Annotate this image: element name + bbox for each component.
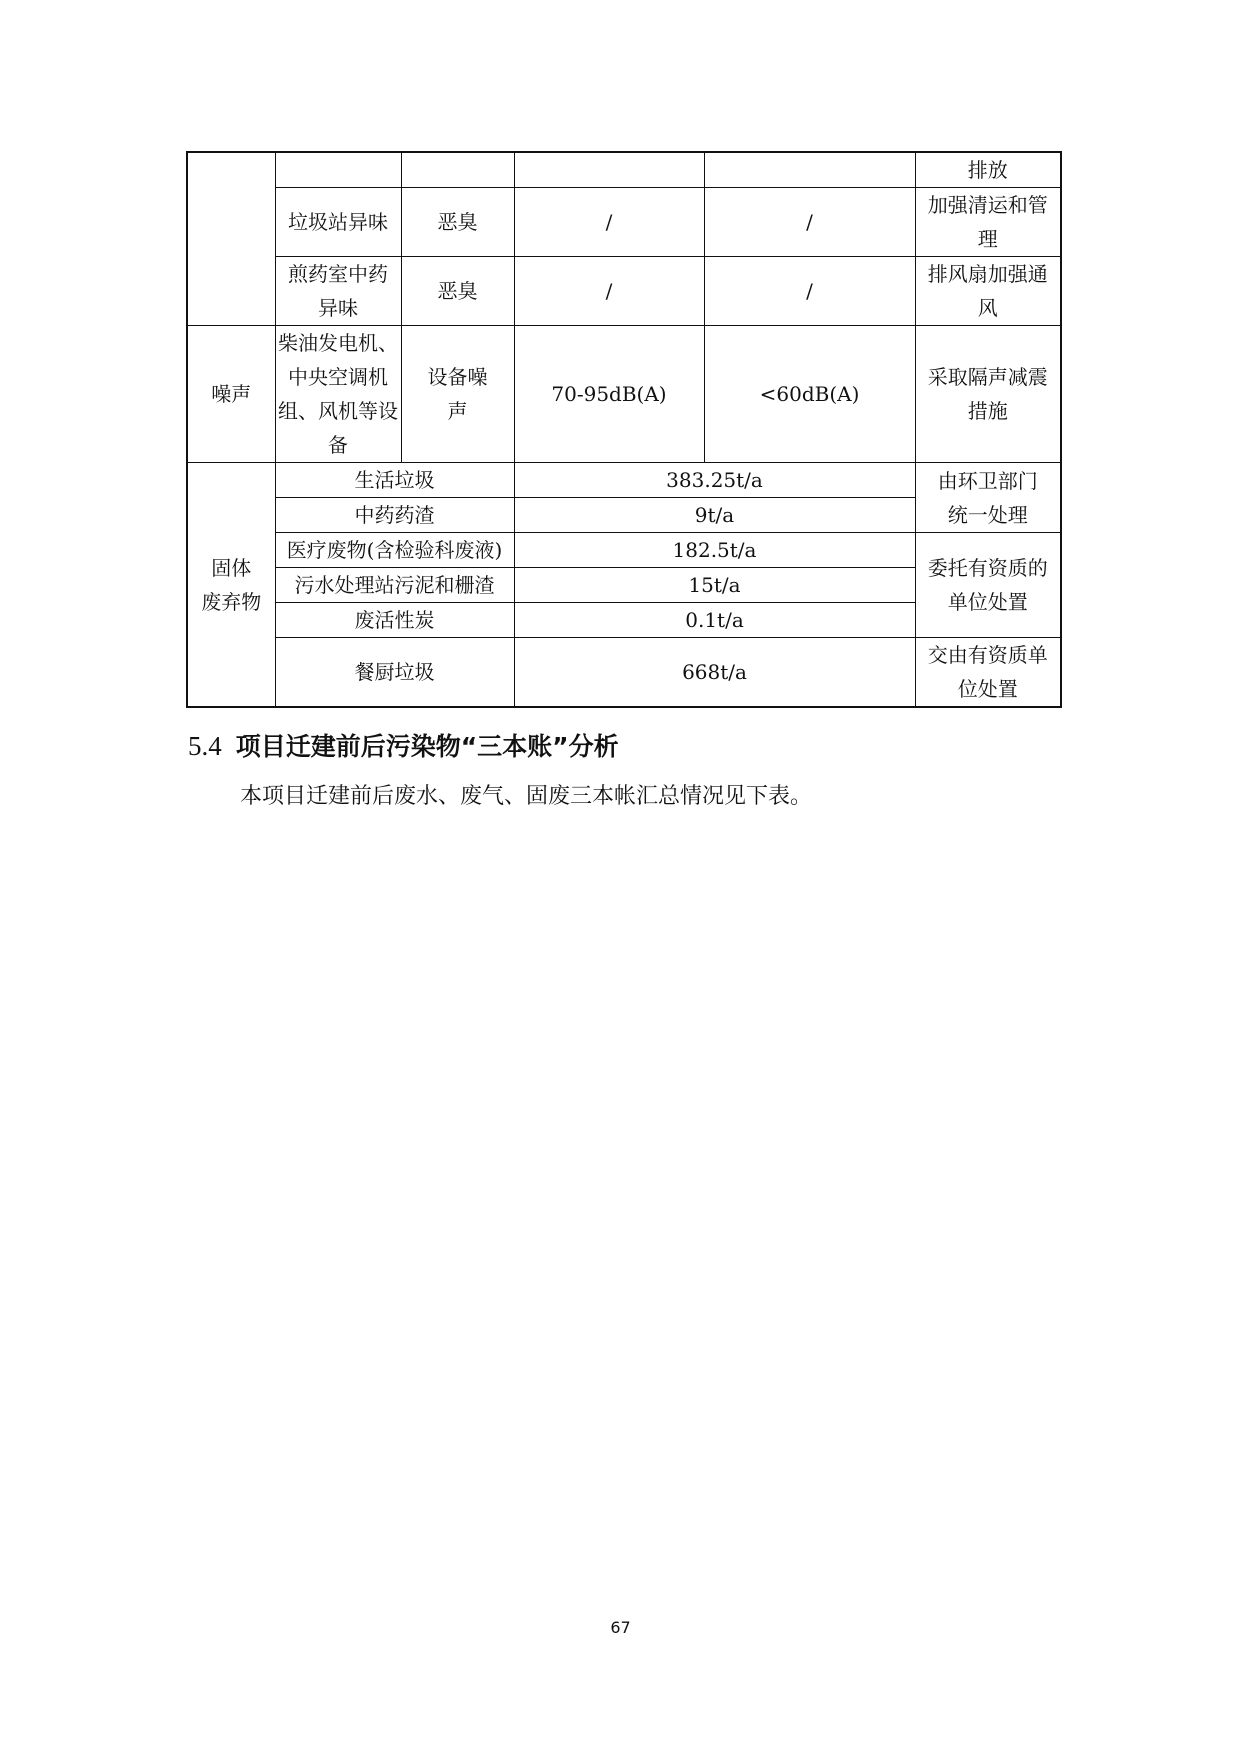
source-line: 异味 <box>318 296 358 320</box>
waste-amount-cell: 668t/a <box>514 638 915 708</box>
table-row <box>187 326 1061 463</box>
section-number: 5.4 <box>188 731 222 761</box>
measure-cell <box>915 257 1061 326</box>
waste-name-cell: 医疗废物(含检验科废液) <box>275 533 514 568</box>
measure-line: 统一处理 <box>947 502 1028 527</box>
before-cell: 70-95dB(A) <box>514 326 704 463</box>
measure-cell <box>915 326 1061 463</box>
waste-amount-cell: 182.5t/a <box>514 533 915 568</box>
source-line: 中央空调机 <box>288 365 388 389</box>
measure-line: 由环卫部门 <box>937 468 1038 493</box>
source-cell <box>275 257 401 326</box>
waste-amount-cell: 15t/a <box>514 568 915 603</box>
table-row <box>187 257 1061 326</box>
source-line: 备 <box>328 433 348 457</box>
before-cell: / <box>514 188 704 257</box>
category-line: 废弃物 <box>201 589 262 614</box>
table-cell <box>401 152 514 188</box>
measure-cell <box>915 533 1061 638</box>
section-heading <box>188 728 619 765</box>
measure-line: 单位处置 <box>947 590 1028 614</box>
measure-line: 委托有资质的 <box>927 556 1048 580</box>
pollutant-table <box>186 151 1062 708</box>
waste-amount-cell: 383.25t/a <box>514 463 915 498</box>
measure-cell <box>915 463 1061 533</box>
table-cell <box>275 152 401 188</box>
waste-name-cell: 餐厨垃圾 <box>275 638 514 708</box>
after-cell: / <box>704 257 915 326</box>
table-row <box>187 188 1061 257</box>
table-row <box>187 638 1061 708</box>
measure-cell <box>915 188 1061 257</box>
measure-line: 交由有资质单 <box>927 643 1048 667</box>
pollutant-cell: 恶臭 <box>401 188 514 257</box>
section-title: 项目迁建前后污染物“三本账”分析 <box>235 732 619 761</box>
page-number: 67 <box>610 1618 631 1637</box>
pollutant-line: 设备噪 <box>427 365 488 389</box>
category-cell: 噪声 <box>187 326 275 463</box>
table-cell <box>704 152 915 188</box>
pollutant-cell <box>401 326 514 463</box>
measure-line: 采取隔声减震 <box>927 365 1048 389</box>
waste-amount-cell: 0.1t/a <box>514 603 915 638</box>
measure-line: 风 <box>977 296 998 320</box>
measure-line: 排风扇加强通 <box>927 262 1048 286</box>
body-paragraph: 本项目迁建前后废水、废气、固废三本帐汇总情况见下表。 <box>240 784 813 809</box>
measure-line: 措施 <box>967 399 1008 423</box>
measure-cell <box>915 638 1061 708</box>
table-row <box>187 152 1061 188</box>
before-cell: / <box>514 257 704 326</box>
pollutant-cell: 恶臭 <box>401 257 514 326</box>
waste-amount-cell: 9t/a <box>514 498 915 533</box>
pollutant-line: 声 <box>447 399 468 423</box>
category-line: 固体 <box>211 555 252 580</box>
source-line: 柴油发电机、 <box>278 331 398 355</box>
source-line: 煎药室中药 <box>288 262 388 286</box>
measure-line: 理 <box>977 227 998 251</box>
source-line: 组、风机等设 <box>278 399 398 423</box>
after-cell: / <box>704 188 915 257</box>
table-cell <box>514 152 704 188</box>
waste-name-cell: 中药药渣 <box>275 498 514 533</box>
measure-line: 位处置 <box>957 677 1018 701</box>
measure-cell: 排放 <box>915 152 1061 188</box>
category-cell-continued <box>187 152 275 326</box>
waste-name-cell: 污水处理站污泥和栅渣 <box>275 568 514 603</box>
source-cell: 垃圾站异味 <box>275 188 401 257</box>
source-cell <box>275 326 401 463</box>
waste-name-cell: 废活性炭 <box>275 603 514 638</box>
table-row <box>187 463 1061 498</box>
table-row <box>187 533 1061 568</box>
measure-line: 加强清运和管 <box>927 193 1048 217</box>
category-cell <box>187 463 275 708</box>
waste-name-cell: 生活垃圾 <box>275 463 514 498</box>
after-cell: <60dB(A) <box>704 326 915 463</box>
